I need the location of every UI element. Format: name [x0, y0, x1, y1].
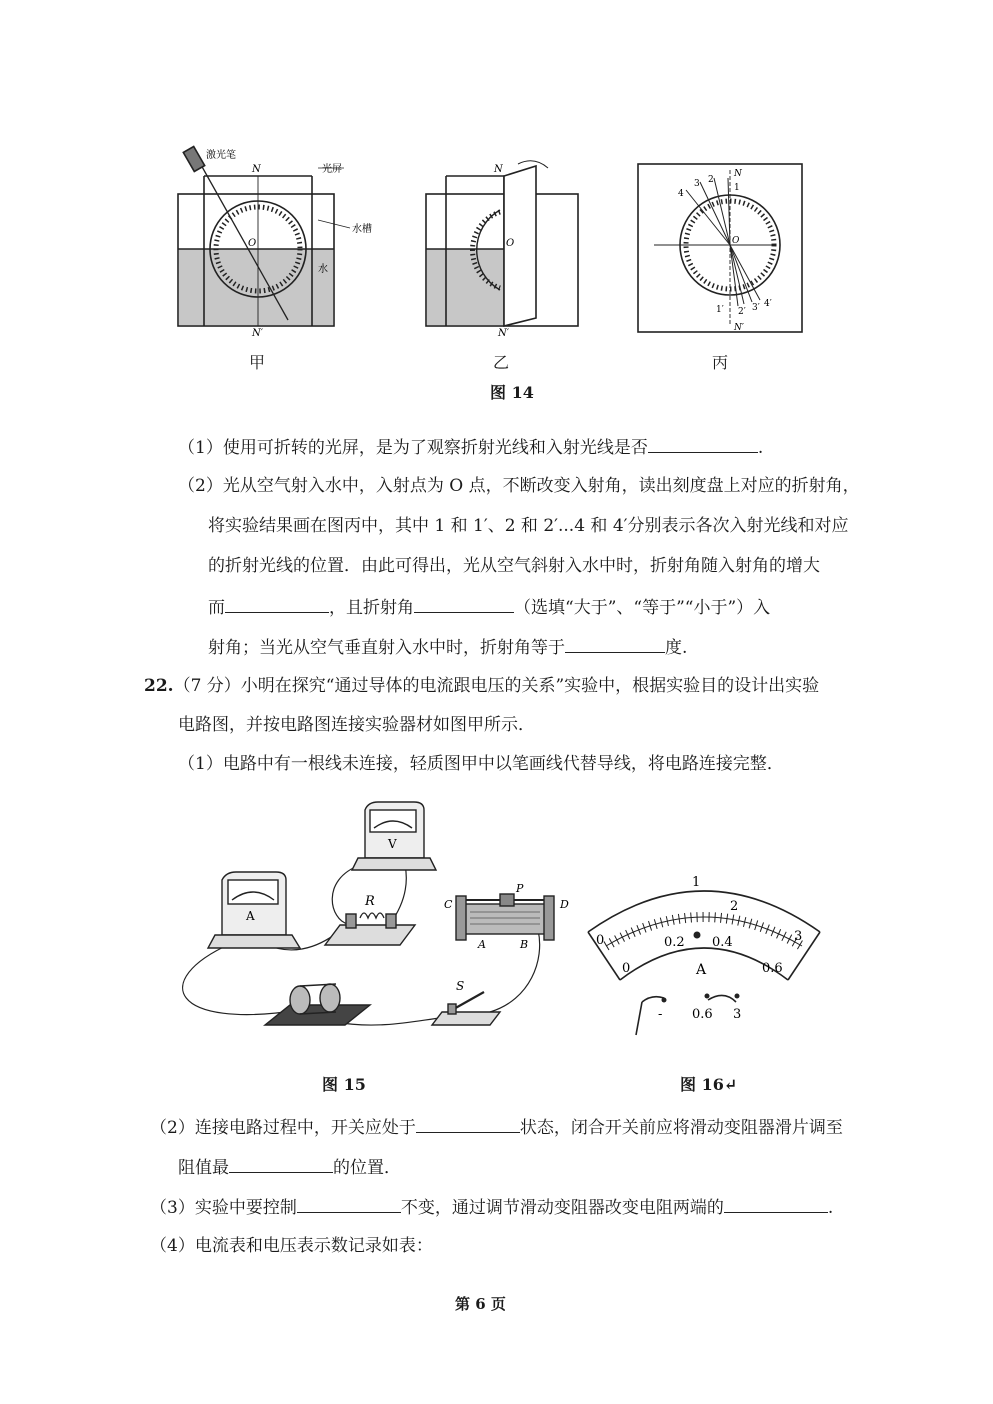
- fig16-upper-tick-3: 3: [794, 929, 803, 944]
- q21-part2-line4-b: ，且折射角: [329, 598, 414, 618]
- fig16-pointer-pivot: [694, 932, 701, 939]
- q22-control-blank[interactable]: [297, 1194, 401, 1213]
- fig16-upper-tick-2: 2: [730, 899, 739, 914]
- fig14-bing-ray-3: 3: [694, 179, 700, 189]
- fig15-voltmeter-label: V: [388, 837, 397, 851]
- q21-part2-line2: 将实验结果画在图丙中，其中 1 和 1′、2 和 2′...4 和 4′分别表示各次入射光线和对应: [208, 516, 849, 536]
- fig14-bing-ray-1: 1: [734, 183, 740, 193]
- q22-number: 22.: [144, 676, 174, 696]
- fig16-upper-tick-1: 1: [692, 875, 701, 890]
- figure-16: [582, 860, 828, 1060]
- fig16-upper-tick-0: 0: [596, 933, 605, 948]
- figure-14: [150, 140, 850, 340]
- q22-part2-line1: [150, 1114, 843, 1140]
- q22-part3-c: .: [827, 1198, 834, 1218]
- figure-15: [170, 795, 575, 1055]
- q22-part2-b: 状态，闭合开关前应将滑动变阻器滑片调至: [519, 1118, 843, 1138]
- q22-part2-d: 的位置．: [333, 1158, 401, 1178]
- fig16-lower-tick-06: 0.6: [762, 961, 783, 976]
- q22-part2-c: 阻值最: [178, 1158, 229, 1178]
- figure-14-yi: [426, 161, 578, 326]
- fig16-lower-tick-04: 0.4: [712, 935, 733, 950]
- fig15-b-label: B: [520, 938, 529, 951]
- fig16-terminal-label-3: 3: [733, 1007, 742, 1022]
- q22-part3: [150, 1194, 833, 1220]
- q21-part2-line1: [178, 474, 860, 498]
- fig14-bing-nprime-label: N′: [734, 323, 744, 333]
- q21-part1-number: （1）: [178, 438, 223, 458]
- q21-part2-line5-a: 射角；当光从空气垂直射入水中时，折射角等于: [208, 638, 565, 658]
- fig14-water-label: 水: [318, 264, 328, 275]
- q21-part2-line3: 的折射光线的位置．由此可得出，光从空气斜射入水中时，折射角随入射角的增大: [208, 556, 820, 576]
- fig14-pen-label: 激光笔: [206, 150, 236, 161]
- q21-part2-line4-c: （选填“大于”、“等于”“小于”）入: [514, 598, 771, 618]
- fig14-jia-nprime-label: N′: [252, 328, 264, 339]
- q21-part2-line4: [208, 594, 770, 620]
- fig14-subcaption-yi: 乙: [493, 353, 510, 372]
- fig16-lower-tick-0: 0: [622, 961, 631, 976]
- fig14-tank-label: 水槽: [352, 224, 372, 235]
- fig15-a-label: A: [478, 938, 486, 951]
- q22-part1: （1）电路中有一根线未连接，轻质图甲中以笔画线代替导线，将电路连接完整．: [178, 754, 784, 774]
- fig14-bing-ray-3p: 3′: [752, 303, 760, 313]
- fig14-caption: 图 14: [490, 383, 534, 402]
- fig14-bing-ray-2p: 2′: [738, 307, 746, 317]
- fig16-terminal-neg: [662, 998, 667, 1003]
- fig14-yi-n-label: N: [494, 164, 503, 175]
- fig16-terminal-3: [735, 994, 740, 999]
- q21-part2-line5: [208, 634, 687, 660]
- fig14-jia-o-label: O: [248, 238, 257, 249]
- q21-part2-number: （2）: [178, 476, 223, 496]
- q22-part3-b: 不变，通过调节滑动变阻器改变电阻两端的: [400, 1198, 724, 1218]
- q22-part4: （4）电流表和电压表示数记录如表：: [150, 1236, 433, 1256]
- q22-voltage-blank[interactable]: [724, 1194, 828, 1213]
- fig14-screen-label: 光屏: [322, 164, 342, 175]
- q21-part1-end: .: [757, 438, 764, 458]
- q22-line2: 电路图，并按电路图连接实验器材如图甲所示．: [178, 715, 535, 735]
- q22-line1-text: （7 分）小明在探究“通过导体的电流跟电压的关系”实验中，根据实验目的设计出实验: [173, 676, 820, 696]
- q21-trend-blank[interactable]: [225, 594, 329, 613]
- fig14-jia-n-label: N: [252, 164, 261, 175]
- q21-part2-line4-a: 而: [208, 598, 225, 618]
- q21-compare-blank[interactable]: [414, 594, 514, 613]
- fig15-ammeter-label: A: [246, 909, 255, 923]
- fig14-bing-ray-2: 2: [708, 175, 714, 185]
- q22-part2-a: （2）连接电路过程中，开关应处于: [150, 1118, 416, 1138]
- fig16-caption: 图 16↵: [680, 1075, 738, 1094]
- q22-switch-state-blank[interactable]: [416, 1114, 520, 1133]
- q22-resistance-blank[interactable]: [229, 1154, 333, 1173]
- fig15-c-label: C: [444, 898, 453, 911]
- fig15-switch-label: S: [456, 979, 465, 993]
- q22-part3-a: （3）实验中要控制: [150, 1198, 297, 1218]
- fig16-unit-label: A: [696, 962, 707, 978]
- q21-part1-text: 使用可折转的光屏，是为了观察折射光线和入射光线是否: [222, 438, 648, 458]
- fig15-resistor-label: R: [365, 894, 375, 909]
- fig15-p-label: P: [516, 882, 524, 895]
- fig14-bing-ray-1p: 1′: [716, 305, 724, 315]
- page-number: 第 6 页: [455, 1295, 506, 1313]
- q21-part2-line1-text: 光从空气射入水中，入射点为 O 点，不断改变入射角，读出刻度盘上对应的折射角，: [222, 476, 860, 496]
- fig16-terminal-06: [705, 994, 710, 999]
- fig16-lower-tick-02: 0.2: [664, 935, 685, 950]
- fig14-bing-n-label: N: [734, 169, 742, 179]
- fig16-terminal-label-06: 0.6: [692, 1007, 713, 1022]
- q22-part2-line2: [178, 1154, 401, 1180]
- fig14-bing-ray-4p: 4′: [764, 299, 772, 309]
- fig14-yi-nprime-label: N′: [498, 328, 510, 339]
- q21-part1: [178, 434, 763, 460]
- q21-angle-blank[interactable]: [565, 634, 665, 653]
- fig15-d-label: D: [560, 898, 569, 911]
- fig14-yi-o-label: O: [506, 238, 515, 249]
- q22-line1: [144, 674, 819, 698]
- q21-part1-blank[interactable]: [648, 434, 758, 453]
- fig14-bing-o-label: O: [732, 236, 740, 246]
- fig15-caption: 图 15: [322, 1075, 366, 1094]
- fig14-bing-ray-4: 4: [678, 189, 684, 199]
- fig14-subcaption-bing: 丙: [712, 353, 729, 372]
- fig16-terminal-label-neg: -: [658, 1007, 663, 1022]
- q21-part2-line5-b: 度.: [665, 638, 688, 658]
- fig14-subcaption-jia: 甲: [249, 353, 266, 372]
